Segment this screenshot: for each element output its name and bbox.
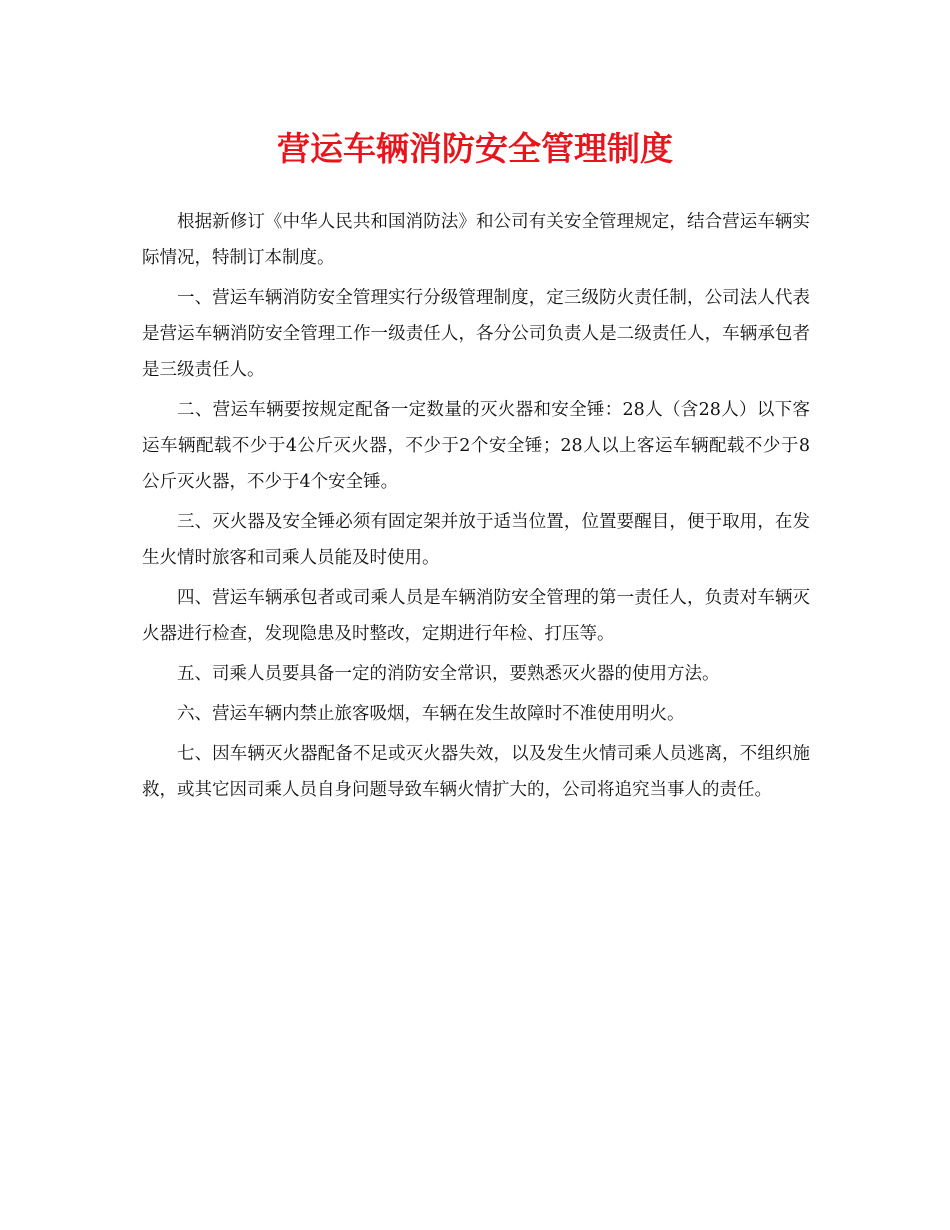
paragraph-item-5: 五、司乘人员要具备一定的消防安全常识，要熟悉灭火器的使用方法。 <box>177 664 720 684</box>
paragraph-item-2: 二、营运车辆要按规定配备一定数量的灭火器和安全锤：28人（含28人）以下客运车辆配载不少于4公斤灭火器，不少于2个安全锤；28人以上客运车辆配载不少于8公斤灭火器，不少于4个安全锤。 <box>142 400 810 492</box>
paragraph-item-4: 四、营运车辆承包者或司乘人员是车辆消防安全管理的第一责任人，负责对车辆灭火器进行检查，发现隐患及时整改，定期进行年检、打压等。 <box>142 588 810 644</box>
document-title: 营运车辆消防安全管理制度 <box>277 129 673 168</box>
paragraph-item-3: 三、灭火器及安全锤必须有固定架并放于适当位置，位置要醒目，便于取用，在发生火情时旅客和司乘人员能及时使用。 <box>142 512 810 568</box>
paragraph-item-6: 六、营运车辆内禁止旅客吸烟，车辆在发生故障时不准使用明火。 <box>177 704 685 724</box>
paragraph-intro: 根据新修订《中华人民共和国消防法》和公司有关安全管理规定，结合营运车辆实际情况，特制订本制度。 <box>142 212 810 268</box>
document-body <box>142 204 810 812</box>
paragraph-item-1: 一、营运车辆消防安全管理实行分级管理制度，定三级防火责任制，公司法人代表是营运车辆消防安全管理工作一级责任人，各分公司负责人是二级责任人，车辆承包者是三级责任人。 <box>142 288 810 380</box>
paragraph-item-7: 七、因车辆灭火器配备不足或灭火器失效，以及发生火情司乘人员逃离，不组织施救，或其它因司乘人员自身问题导致车辆火情扩大的，公司将追究当事人的责任。 <box>142 744 810 800</box>
